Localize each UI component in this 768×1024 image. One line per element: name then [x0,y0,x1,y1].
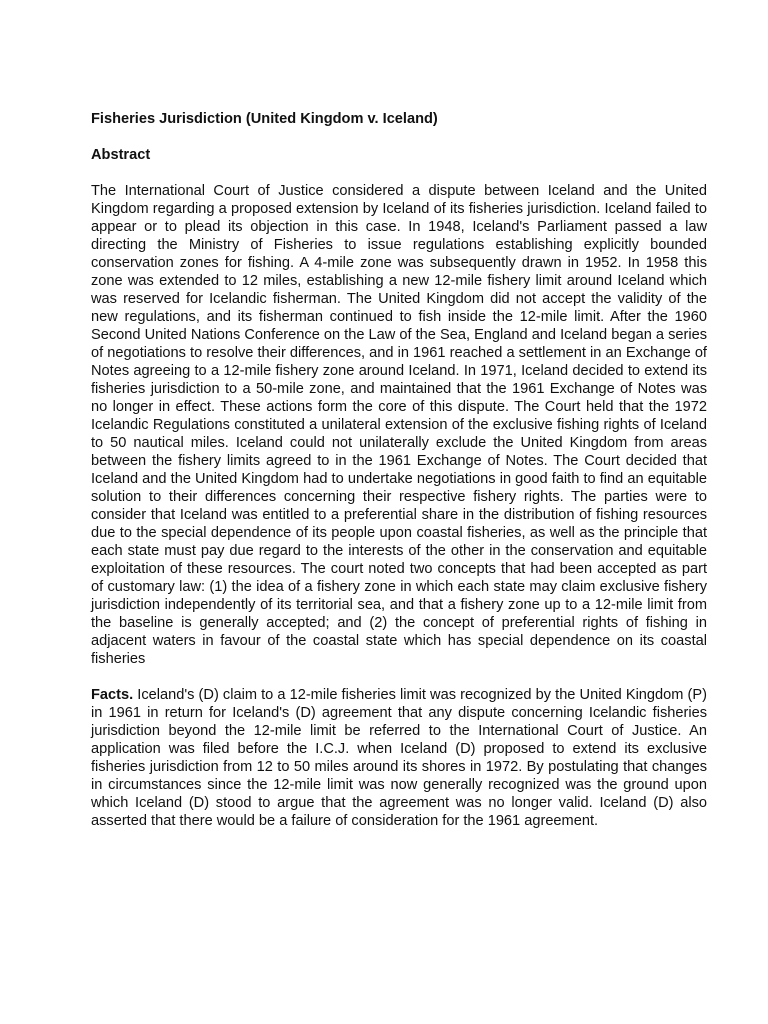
facts-paragraph [91,686,707,830]
facts-label: Facts. [91,687,134,703]
abstract-heading: Abstract [91,147,151,163]
abstract-paragraph: The International Court of Justice considered a dispute between Iceland and the United Kingdom regarding a proposed extension by Iceland of its fisheries jurisdiction. Iceland failed to appear or to plead its objection in this case. In 1948, Iceland's Parliament passed a law directing the Ministry of Fisheries to issue regulations establishing explicitly bounded conservation zones for fishing. A 4-mile zone was subsequently drawn in 1952. In 1958 this zone was extended to 12 miles, establishing a new 12-mile fishery limit around Iceland which was reserved for Icelandic fisherman. The United Kingdom did not accept the validity of the new regulations, and its fisherman continued to fish inside the 12-mile limit. After the 1960 Second United Nations Conference on the Law of the Sea, England and Iceland began a series of negotiations to resolve their differences, and in 1961 reached a settlement in an Exchange of Notes agreeing to a 12-mile fishery zone around Iceland. In 1971, Iceland decided to extend its fisheries jurisdiction to a 50-mile zone, and maintained that the 1961 Exchange of Notes was no longer in effect. These actions form the core of this dispute. The Court held that the 1972 Icelandic Regulations constituted a unilateral extension of the exclusive fishing rights of Iceland to 50 nautical miles. Iceland could not unilaterally exclude the United Kingdom from areas between the fishery limits agreed to in the 1961 Exchange of Notes. The Court decided that Iceland and the United Kingdom had to undertake negotiations in good faith to find an equitable solution to their differences concerning their respective fishery rights. The parties were to consider that Iceland was entitled to a preferential share in the distribution of fishing resources due to the special dependence of its people upon coastal fisheries, as well as the principle that each state must pay due regard to the interests of the other in the conservation and equitable exploitation of these resources. The court noted two concepts that had been accepted as part of customary law: (1) the idea of a fishery zone in which each state may claim exclusive fishery jurisdiction independently of its territorial sea, and that a fishery zone up to a 12-mile limit from the baseline is generally accepted; and (2) the concept of preferential rights of fishing in adjacent waters in favour of the coastal state which has special dependence on its coastal fisheries [91,183,707,667]
facts-text: Iceland's (D) claim to a 12-mile fisheries limit was recognized by the United Kingdom (P) in 1961 in return for Iceland's (D) agreement that any dispute concerning Icelandic fisheries jurisdiction beyond the 12-mile limit be referred to the International Court of Justice. An application was filed before the I.C.J. when Iceland (D) proposed to extend its exclusive fisheries jurisdiction from 12 to 50 miles around its shores in 1972. By postulating that changes in circumstances since the 12-mile limit was now generally recognized was the ground upon which Iceland (D) stood to argue that the agreement was no longer valid. Iceland (D) also asserted that there would be a failure of consideration for the 1961 agreement. [91,687,707,829]
document-title: Fisheries Jurisdiction (United Kingdom v. Iceland) [91,111,438,127]
document-page [91,110,707,848]
